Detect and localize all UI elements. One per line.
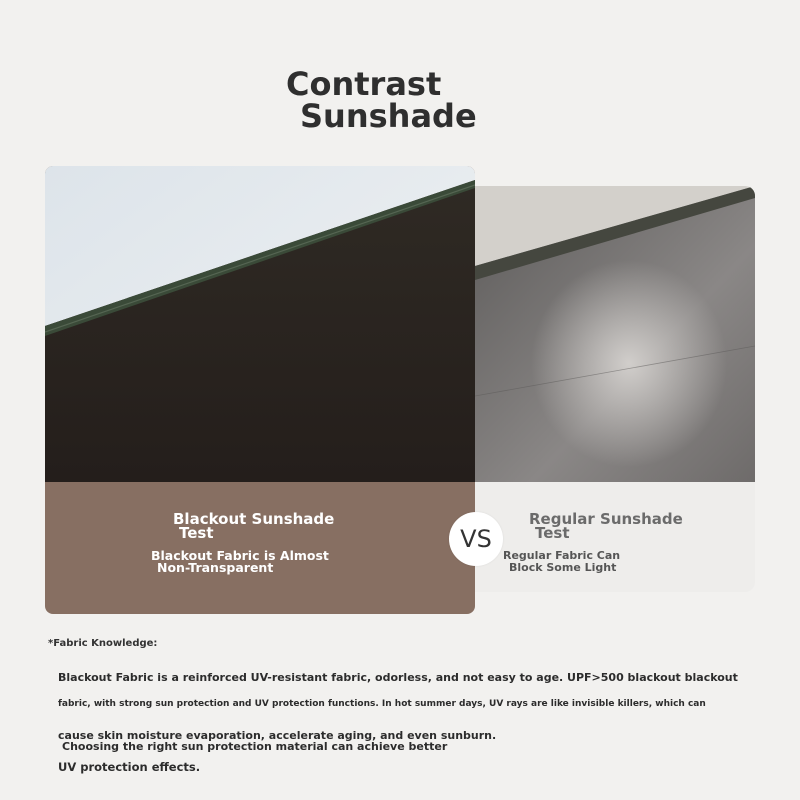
blackout-test-heading: [173, 512, 393, 540]
knowledge-line-3: [58, 730, 496, 752]
blackout-caption-line2: Non-Transparent: [157, 560, 274, 575]
page-title-line1: Contrast: [286, 65, 442, 103]
regular-caption-line2: Block Some Light: [509, 561, 617, 574]
regular-test-card: [475, 186, 755, 592]
fabric-knowledge-label: *Fabric Knowledge:: [48, 638, 158, 649]
knowledge-line-4: UV protection effects.: [58, 760, 201, 774]
knowledge-line-3b: Choosing the right sun protection material can achieve better: [62, 740, 448, 753]
vs-badge: VS: [449, 512, 503, 566]
page-title-line2: Sunshade: [300, 97, 477, 135]
blackout-heading-line1: Blackout Sunshade: [173, 510, 335, 528]
regular-test-heading: [529, 512, 749, 540]
regular-test-caption: [503, 550, 703, 574]
blackout-heading-line2: Test: [179, 524, 214, 542]
regular-heading-line1: Regular Sunshade: [529, 510, 683, 528]
regular-caption-line1: Regular Fabric Can: [503, 549, 621, 562]
knowledge-line-3a: cause skin moisture evaporation, accelerate aging, and even sunburn.: [58, 729, 497, 742]
page-title: [286, 65, 526, 135]
regular-heading-line2: Test: [535, 524, 570, 542]
blackout-test-card: [45, 166, 475, 614]
knowledge-line-2: fabric, with strong sun protection and UV protection functions. In hot summer days, UV rays are like invisible killers, which can: [58, 699, 706, 709]
blackout-test-caption: [151, 550, 391, 574]
blackout-caption-line1: Blackout Fabric is Almost: [151, 548, 329, 563]
regular-fabric-photo: [475, 186, 755, 482]
blackout-fabric-photo: [45, 166, 475, 482]
knowledge-line-1: Blackout Fabric is a reinforced UV-resistant fabric, odorless, and not easy to age. UPF>500 blackout blackout: [58, 671, 738, 684]
